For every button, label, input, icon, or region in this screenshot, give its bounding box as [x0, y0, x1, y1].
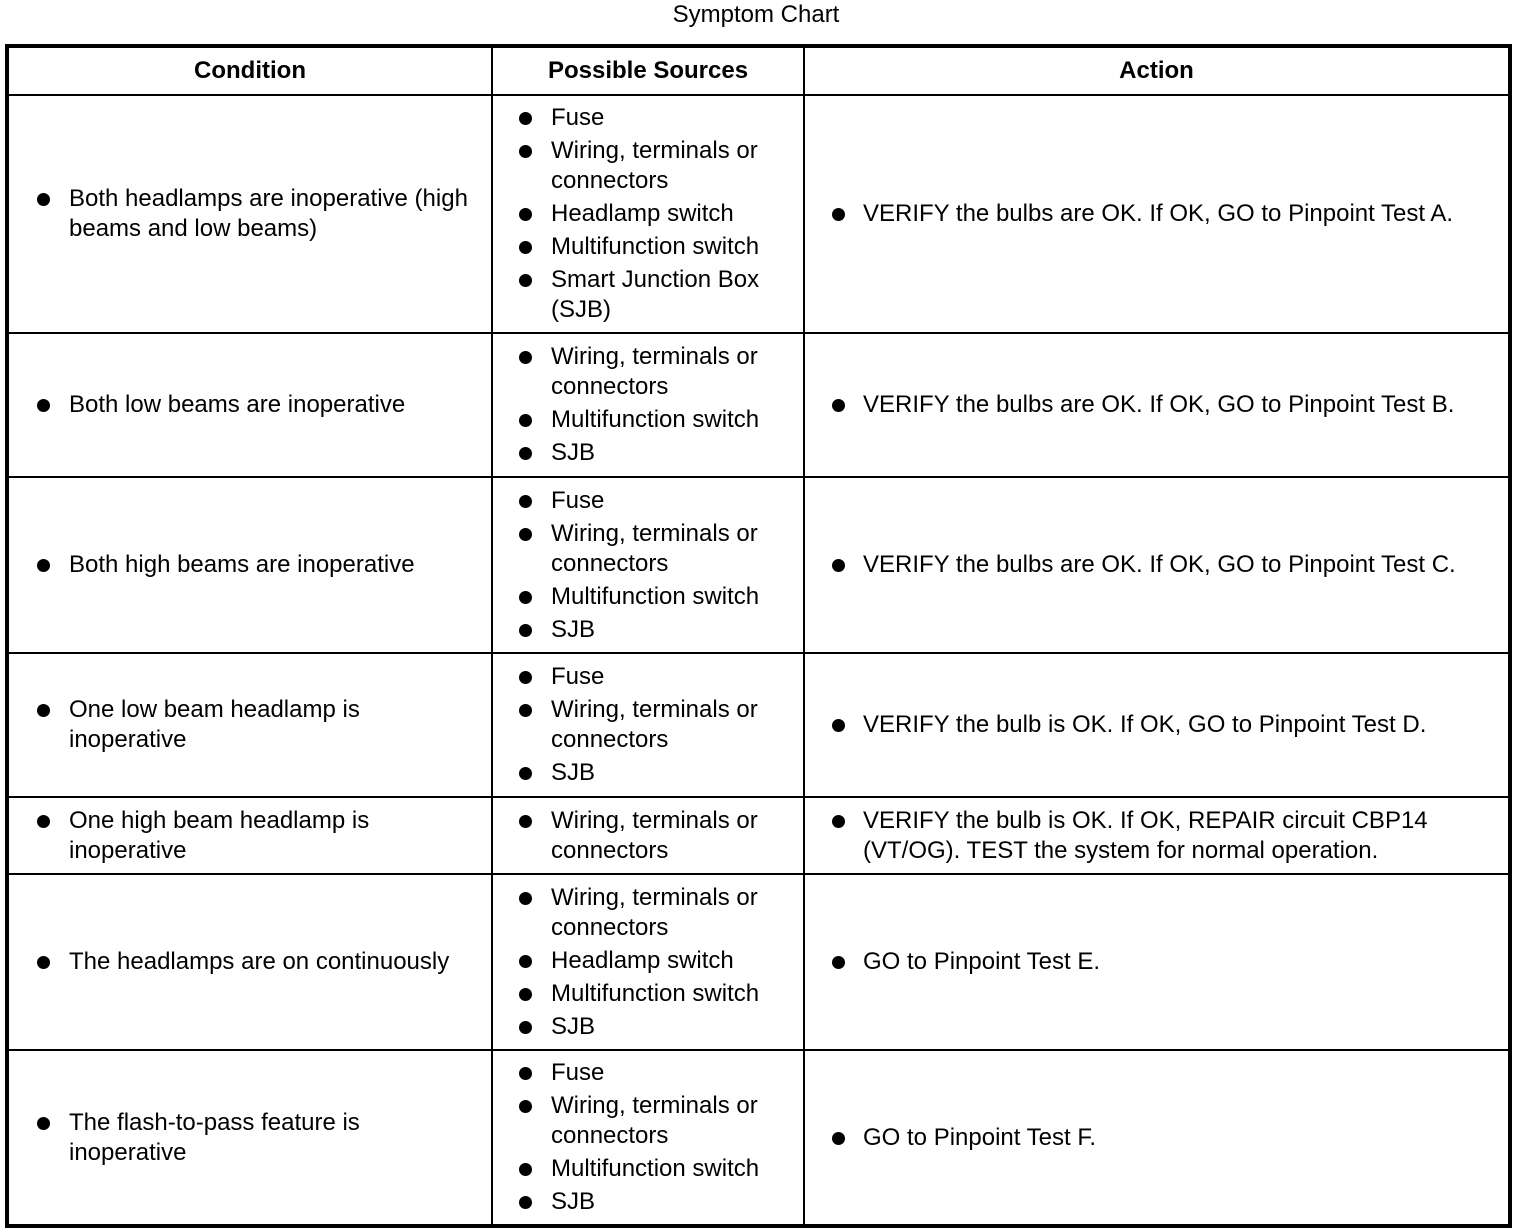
source-item: Wiring, terminals or connectors	[493, 1091, 795, 1151]
chart-title: Symptom Chart	[672, 1, 840, 28]
source-item: Wiring, terminals or connectors	[493, 695, 795, 755]
table-row	[7, 1050, 1510, 1226]
source-item: Wiring, terminals or connectors	[493, 136, 795, 196]
action-text: VERIFY the bulb is OK. If OK, REPAIR circuit CBP14 (VT/OG). TEST the system for normal operation.	[805, 806, 1498, 866]
sources-cell	[492, 95, 804, 333]
source-item: Multifunction switch	[493, 232, 795, 262]
source-item: SJB	[493, 615, 795, 645]
condition-cell	[7, 874, 492, 1050]
condition-cell	[7, 95, 492, 333]
symptom-chart-table	[5, 44, 1512, 1228]
source-item: Wiring, terminals or connectors	[493, 342, 795, 402]
action-cell	[804, 874, 1510, 1050]
header-condition: Condition	[7, 46, 492, 95]
condition-cell	[7, 477, 492, 653]
source-item: Headlamp switch	[493, 199, 795, 229]
table-row	[7, 797, 1510, 874]
source-item: Multifunction switch	[493, 405, 795, 435]
source-item: Multifunction switch	[493, 1154, 795, 1184]
source-item: Wiring, terminals or connectors	[493, 519, 795, 579]
source-item: SJB	[493, 1012, 795, 1042]
source-item: Multifunction switch	[493, 582, 795, 612]
source-item: Multifunction switch	[493, 979, 795, 1009]
source-item: Fuse	[493, 662, 795, 692]
condition-text: Both low beams are inoperative	[9, 390, 481, 420]
condition-text: Both headlamps are inoperative (high beams and low beams)	[9, 184, 481, 244]
sources-cell	[492, 797, 804, 874]
action-cell	[804, 797, 1510, 874]
condition-text: Both high beams are inoperative	[9, 550, 481, 580]
action-cell	[804, 653, 1510, 797]
action-cell	[804, 333, 1510, 477]
action-text: GO to Pinpoint Test F.	[805, 1123, 1498, 1153]
action-text: VERIFY the bulbs are OK. If OK, GO to Pinpoint Test C.	[805, 550, 1498, 580]
table-row	[7, 653, 1510, 797]
action-cell	[804, 477, 1510, 653]
sources-cell	[492, 653, 804, 797]
condition-cell	[7, 333, 492, 477]
sources-cell	[492, 874, 804, 1050]
source-item: Fuse	[493, 1058, 795, 1088]
condition-text: One high beam headlamp is inoperative	[9, 806, 481, 866]
action-cell	[804, 95, 1510, 333]
action-text: GO to Pinpoint Test E.	[805, 947, 1498, 977]
condition-text: The flash-to-pass feature is inoperative	[9, 1108, 481, 1168]
table-row	[7, 477, 1510, 653]
condition-text: One low beam headlamp is inoperative	[9, 695, 481, 755]
source-item: Wiring, terminals or connectors	[493, 883, 795, 943]
table-row	[7, 333, 1510, 477]
action-text: VERIFY the bulbs are OK. If OK, GO to Pinpoint Test B.	[805, 390, 1498, 420]
header-possible-sources: Possible Sources	[492, 46, 804, 95]
source-item: Fuse	[493, 486, 795, 516]
sources-cell	[492, 333, 804, 477]
source-item: Fuse	[493, 103, 795, 133]
source-item: Headlamp switch	[493, 946, 795, 976]
source-item: Smart Junction Box (SJB)	[493, 265, 795, 325]
sources-cell	[492, 477, 804, 653]
action-text: VERIFY the bulb is OK. If OK, GO to Pinpoint Test D.	[805, 710, 1498, 740]
table-row	[7, 874, 1510, 1050]
table-row	[7, 95, 1510, 333]
condition-text: The headlamps are on continuously	[9, 947, 481, 977]
condition-cell	[7, 1050, 492, 1226]
source-item: Wiring, terminals or connectors	[493, 806, 795, 866]
source-item: SJB	[493, 758, 795, 788]
action-text: VERIFY the bulbs are OK. If OK, GO to Pinpoint Test A.	[805, 199, 1498, 229]
condition-cell	[7, 797, 492, 874]
condition-cell	[7, 653, 492, 797]
header-action: Action	[804, 46, 1510, 95]
source-item: SJB	[493, 438, 795, 468]
action-cell	[804, 1050, 1510, 1226]
header-row	[7, 46, 1510, 95]
sources-cell	[492, 1050, 804, 1226]
source-item: SJB	[493, 1187, 795, 1217]
